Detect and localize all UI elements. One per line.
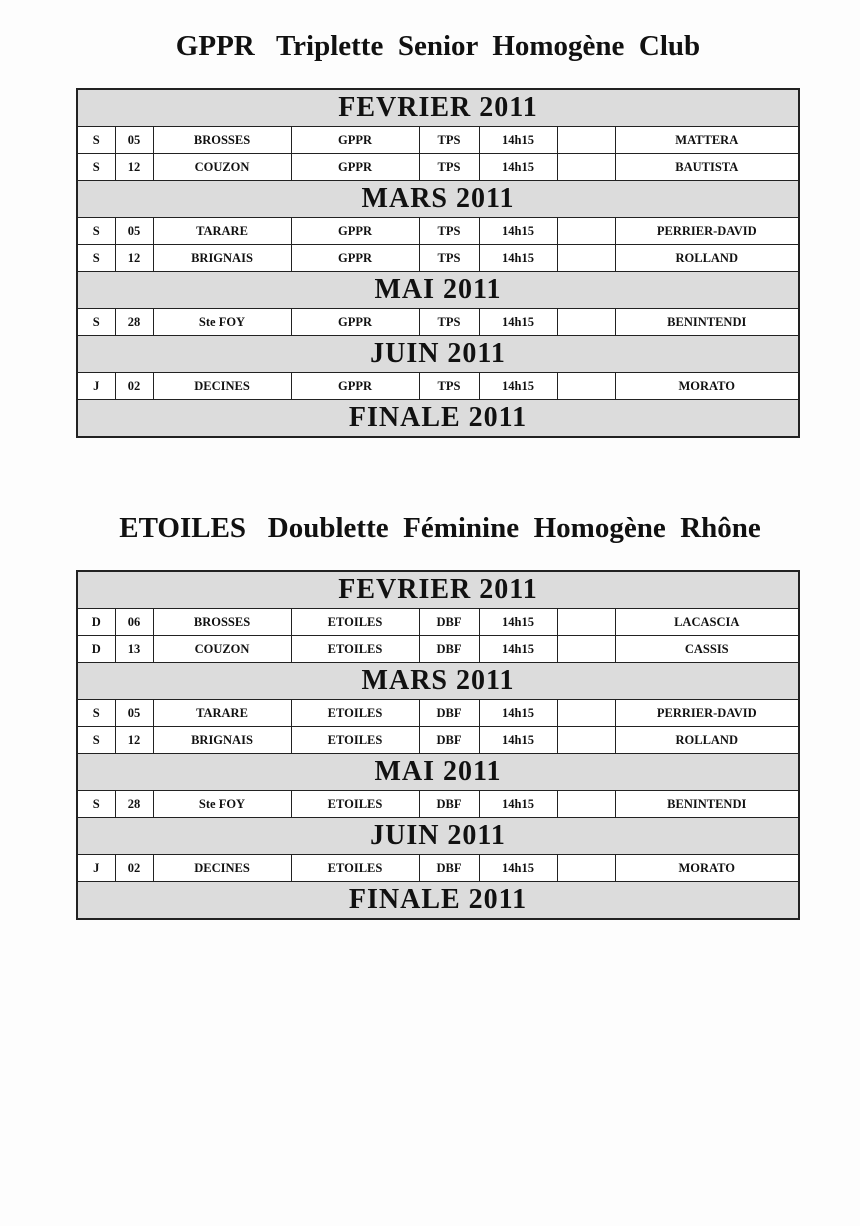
category-cell: DBF — [419, 727, 479, 754]
time-cell: 14h15 — [479, 609, 557, 636]
time-cell: 14h15 — [479, 127, 557, 154]
table-row — [77, 700, 799, 727]
table-row — [77, 309, 799, 336]
city-cell: COUZON — [153, 636, 291, 663]
month-header-row — [77, 400, 799, 438]
schedule-table — [76, 570, 800, 920]
city-cell: DECINES — [153, 855, 291, 882]
category-cell: DBF — [419, 791, 479, 818]
referee-cell: BAUTISTA — [615, 154, 799, 181]
city-cell: TARARE — [153, 218, 291, 245]
empty-cell — [557, 636, 615, 663]
schedule-table — [76, 88, 800, 438]
referee-cell: MATTERA — [615, 127, 799, 154]
city-cell: BROSSES — [153, 609, 291, 636]
city-cell: BRIGNAIS — [153, 727, 291, 754]
time-cell: 14h15 — [479, 636, 557, 663]
month-header-row — [77, 663, 799, 700]
section-title: GPPR Triplette Senior Homogène Club — [175, 30, 701, 62]
day-cell: S — [77, 218, 115, 245]
category-cell: DBF — [419, 609, 479, 636]
category-cell: TPS — [419, 245, 479, 272]
month-header-row — [77, 181, 799, 218]
empty-cell — [557, 154, 615, 181]
category-cell: DBF — [419, 855, 479, 882]
month-header: MAI 2011 — [77, 272, 799, 309]
section-title: ETOILES Doublette Féminine Homogène Rhône — [119, 512, 761, 544]
referee-cell: MORATO — [615, 855, 799, 882]
time-cell: 14h15 — [479, 245, 557, 272]
month-header: JUIN 2011 — [77, 336, 799, 373]
category-cell: DBF — [419, 636, 479, 663]
referee-cell: ROLLAND — [615, 245, 799, 272]
category-cell: TPS — [419, 154, 479, 181]
table-row — [77, 218, 799, 245]
month-header: FINALE 2011 — [77, 400, 799, 438]
category-cell: TPS — [419, 127, 479, 154]
club-cell: ETOILES — [291, 855, 419, 882]
club-cell: ETOILES — [291, 609, 419, 636]
referee-cell: MORATO — [615, 373, 799, 400]
table-row — [77, 609, 799, 636]
category-cell: TPS — [419, 309, 479, 336]
club-cell: ETOILES — [291, 727, 419, 754]
empty-cell — [557, 218, 615, 245]
date-cell: 13 — [115, 636, 153, 663]
month-header-row — [77, 272, 799, 309]
referee-cell: CASSIS — [615, 636, 799, 663]
empty-cell — [557, 309, 615, 336]
time-cell: 14h15 — [479, 791, 557, 818]
city-cell: DECINES — [153, 373, 291, 400]
month-header: FINALE 2011 — [77, 882, 799, 920]
day-cell: S — [77, 245, 115, 272]
month-header-row — [77, 754, 799, 791]
club-cell: GPPR — [291, 309, 419, 336]
month-header: MAI 2011 — [77, 754, 799, 791]
category-cell: TPS — [419, 373, 479, 400]
referee-cell: LACASCIA — [615, 609, 799, 636]
city-cell: BRIGNAIS — [153, 245, 291, 272]
table-row — [77, 245, 799, 272]
date-cell: 06 — [115, 609, 153, 636]
empty-cell — [557, 791, 615, 818]
date-cell: 12 — [115, 154, 153, 181]
table-row — [77, 855, 799, 882]
day-cell: S — [77, 727, 115, 754]
city-cell: COUZON — [153, 154, 291, 181]
empty-cell — [557, 855, 615, 882]
time-cell: 14h15 — [479, 727, 557, 754]
month-header-row — [77, 818, 799, 855]
club-cell: GPPR — [291, 127, 419, 154]
day-cell: D — [77, 636, 115, 663]
time-cell: 14h15 — [479, 154, 557, 181]
category-cell: TPS — [419, 218, 479, 245]
table-row — [77, 127, 799, 154]
empty-cell — [557, 700, 615, 727]
day-cell: S — [77, 127, 115, 154]
empty-cell — [557, 609, 615, 636]
date-cell: 05 — [115, 127, 153, 154]
city-cell: Ste FOY — [153, 791, 291, 818]
time-cell: 14h15 — [479, 218, 557, 245]
date-cell: 12 — [115, 245, 153, 272]
month-header: JUIN 2011 — [77, 818, 799, 855]
referee-cell: PERRIER-DAVID — [615, 218, 799, 245]
time-cell: 14h15 — [479, 700, 557, 727]
club-cell: ETOILES — [291, 791, 419, 818]
time-cell: 14h15 — [479, 309, 557, 336]
club-cell: GPPR — [291, 373, 419, 400]
date-cell: 28 — [115, 309, 153, 336]
time-cell: 14h15 — [479, 373, 557, 400]
day-cell: S — [77, 154, 115, 181]
table-row — [77, 373, 799, 400]
date-cell: 12 — [115, 727, 153, 754]
category-cell: DBF — [419, 700, 479, 727]
date-cell: 28 — [115, 791, 153, 818]
empty-cell — [557, 127, 615, 154]
month-header-row — [77, 89, 799, 127]
club-cell: ETOILES — [291, 700, 419, 727]
city-cell: Ste FOY — [153, 309, 291, 336]
month-header-row — [77, 882, 799, 920]
month-header: FEVRIER 2011 — [77, 571, 799, 609]
referee-cell: BENINTENDI — [615, 791, 799, 818]
club-cell: GPPR — [291, 218, 419, 245]
club-cell: GPPR — [291, 245, 419, 272]
referee-cell: ROLLAND — [615, 727, 799, 754]
day-cell: S — [77, 700, 115, 727]
date-cell: 05 — [115, 700, 153, 727]
date-cell: 02 — [115, 373, 153, 400]
city-cell: BROSSES — [153, 127, 291, 154]
day-cell: J — [77, 373, 115, 400]
month-header-row — [77, 571, 799, 609]
table-row — [77, 727, 799, 754]
club-cell: ETOILES — [291, 636, 419, 663]
month-header-row — [77, 336, 799, 373]
date-cell: 05 — [115, 218, 153, 245]
month-header: MARS 2011 — [77, 663, 799, 700]
month-header: FEVRIER 2011 — [77, 89, 799, 127]
table-row — [77, 154, 799, 181]
month-header: MARS 2011 — [77, 181, 799, 218]
date-cell: 02 — [115, 855, 153, 882]
time-cell: 14h15 — [479, 855, 557, 882]
empty-cell — [557, 245, 615, 272]
empty-cell — [557, 373, 615, 400]
club-cell: GPPR — [291, 154, 419, 181]
day-cell: S — [77, 791, 115, 818]
table-row — [77, 791, 799, 818]
day-cell: J — [77, 855, 115, 882]
day-cell: S — [77, 309, 115, 336]
city-cell: TARARE — [153, 700, 291, 727]
table-row — [77, 636, 799, 663]
empty-cell — [557, 727, 615, 754]
referee-cell: BENINTENDI — [615, 309, 799, 336]
day-cell: D — [77, 609, 115, 636]
referee-cell: PERRIER-DAVID — [615, 700, 799, 727]
